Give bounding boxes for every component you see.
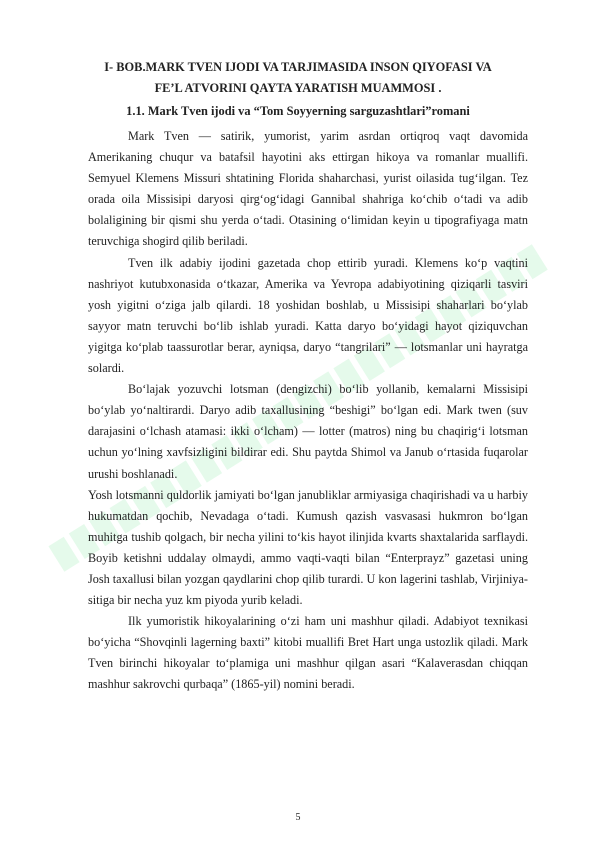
paragraph: Tven ilk adabiy ijodini gazetada chop ettirib yuradi. Klemens ko‘p vaqtini nashriyot kutubxonasida o‘tkazar, Amerika va Yevropa adabiyotining qiziqarli tasviri yosh yigitni o‘ziga jalb qilardi. 18 yoshidan boshlab, u Missisipi shaharlari bo‘ylab sayyor matn teruvchi bo‘lib ishlab yuradi. Katta daryo bo‘yidagi hayot qiziquvchan yigitga ko‘plab taassurotlar berar, ayniqsa, daryo “tangrilari” — lotsmanlar uni hayratga solardi. (88, 255, 528, 376)
page-number: 5 (295, 812, 301, 823)
section-title: 1.1. Mark Tven ijodi va “Tom Soyyerning sarguzashtlari”romani (126, 104, 470, 118)
paragraph: Ilk yumoristik hikoyalarining o‘zi ham uni mashhur qiladi. Adabiyot texnikasi bo‘yicha “Shovqinli lagerning baxti” kitobi muallifi Bret Hart unga ustozlik qiladi. Mark Tven birinchi hikoyalar to‘plamiga uni mashhur qilgan asari “Kalaverasdan chiqqan mashhur sakrovchi qurbaqa” (1865-yil) nomini beradi. (88, 614, 528, 692)
paragraph: Mark Tven — satirik, yumorist, yarim asrdan ortiqroq vaqt davomida Amerikaning chuqur va batafsil hayotini aks ettirgan hikoya va romanlar muallifi. Semyuel Klemens Missuri shtatining Florida shaharchasi, yurist oilasida tug‘ilgan. Tez orada oila Missisipi daryosi qirg‘og‘idagi Gannibal shahriga ko‘chib o‘tadi va adib bolaligining bir qismi shu yerda o‘tadi. Otasining o‘limidan keyin u tipografiyaga matn teruvchiga shogird qilib beriladi. (88, 129, 528, 249)
chapter-title-line-2: FE’L ATVORINI QAYTA YARATISH MUAMMOSI . (154, 81, 442, 95)
body-text (88, 126, 528, 696)
paragraph: Bo‘lajak yozuvchi lotsman (dengizchi) bo‘lib yollanib, kemalarni Missisipi bo‘ylab yo‘naltirardi. Daryo adib taxallusining “beshigi” bo‘lgan edi. Mark twen (suv darajasini o‘lchash atamasi: ikki o‘lcham) — lotter (matros) ning bu chaqirig‘i lotsman uchun yo‘lning xavfsizligini bildirar edi. Shu paytda Shimol va Janub o‘rtasida fuqarolar urushi boshlanadi. (88, 382, 528, 481)
paragraph: Yosh lotsmanni quldorlik jamiyati bo‘lgan janubliklar armiyasiga chaqirishadi va u harbiy hukumatdan qochib, Nevadaga o‘tadi. Kumush qazish vasvasasi hukmron bo‘lgan muhitga tushib qolgach, bir necha yilini to‘kis hayot ilinjida kvarts shaxtalarida sarflaydi. Boyib ketishni uddalay olmaydi, ammo vaqti-vaqti bilan “Enterprayz” gazetasi uning Josh taxallusi bilan yozgan qaydlarini chop qilib turardi. U kon lagerini tashlab, Virjiniya-sitiga bir necha yuz km piyoda yurib keladi. (88, 487, 528, 608)
chapter-title-line-1: I- BOB.MARK TVEN IJODI VA TARJIMASIDA INSON QIYOFASI VA (104, 60, 492, 74)
